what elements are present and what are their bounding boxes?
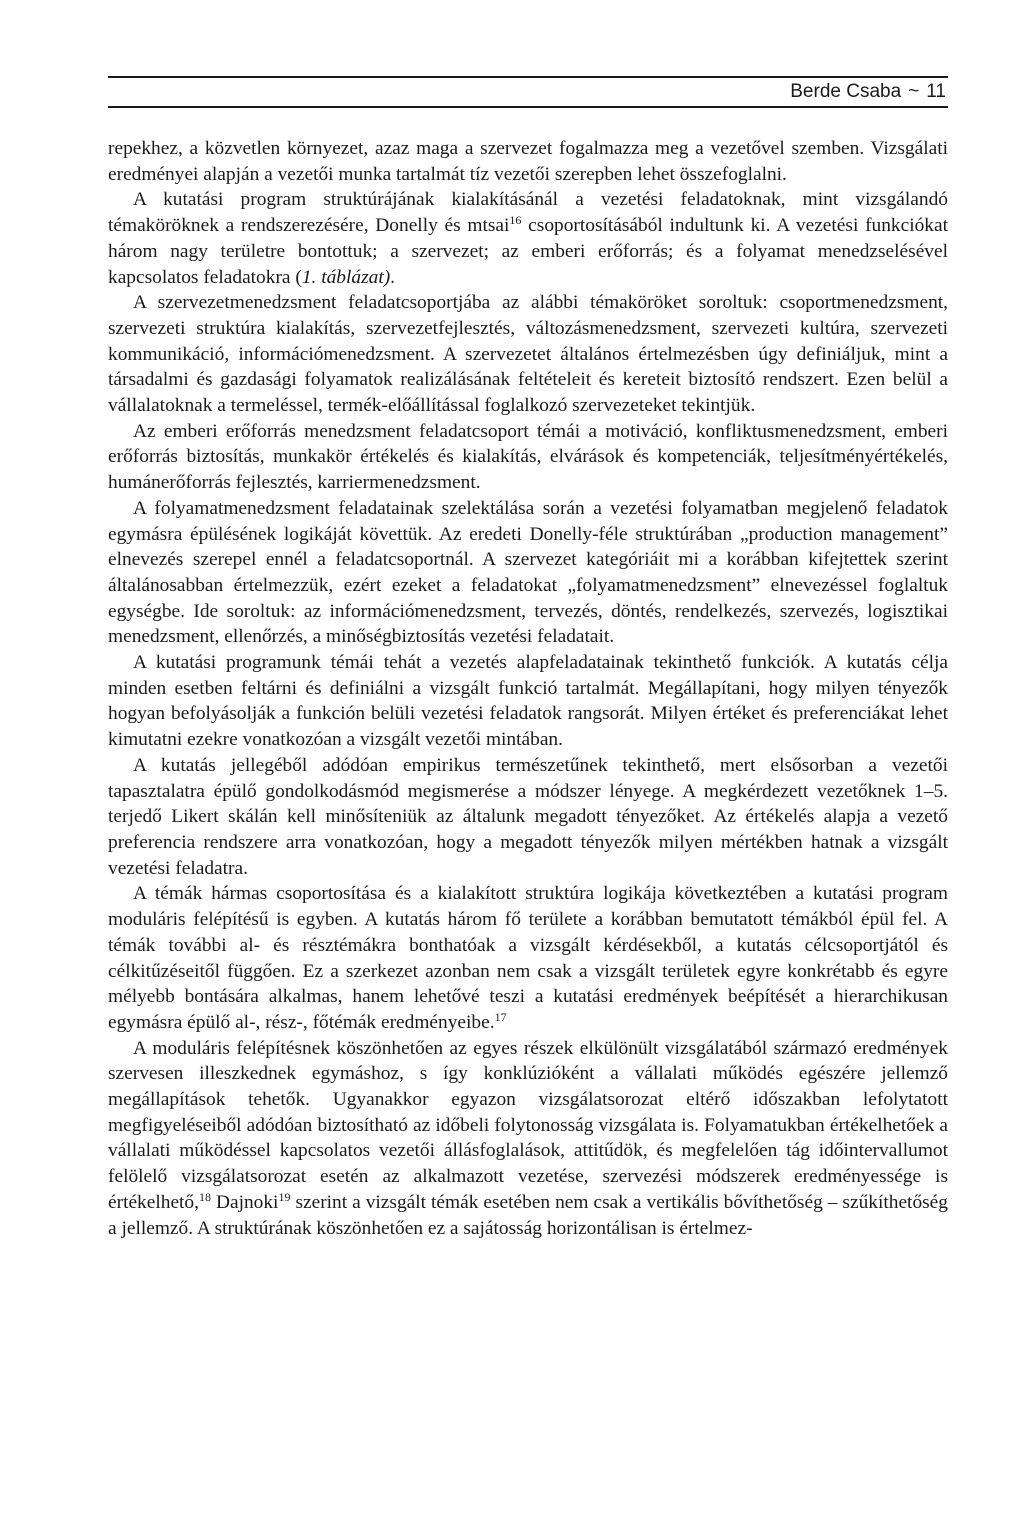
paragraph <box>108 496 948 650</box>
paragraph <box>108 136 948 187</box>
paragraph <box>108 419 948 496</box>
footnote-ref: 19 <box>278 1189 291 1204</box>
paragraph <box>108 290 948 419</box>
body-text <box>108 136 948 1241</box>
header-rule-bottom <box>108 106 948 108</box>
paragraph <box>108 650 948 753</box>
text-run: szerint a vizsgált témák esetében nem csak a vertikális bővíthetőség – szűkíthetőség a jellemző. A struktúrának köszönhetően ez a sajátosság horizontálisan is értelmez- <box>108 1191 948 1239</box>
running-header <box>790 80 946 104</box>
text-run: A kutatási programunk témái tehát a vezetés alapfeladatainak tekinthető funkciók. A kutatás célja minden esetben feltárni és definiálni a vizsgált funkció tartalmát. Megállapítani, hogy milyen tényezők hogyan befolyásolják a funkción belüli vezetési feladatok rangsorát. Milyen értéket és preferenciákat lehet kimutatni ezekre vonatkozóan a vizsgált vezetői mintában. <box>108 652 948 751</box>
header-rule-top <box>108 76 948 78</box>
paragraph <box>108 1036 948 1242</box>
paragraph <box>108 881 948 1035</box>
paragraph <box>108 187 948 290</box>
text-run: A kutatási program struktúrájának kialakításánál a vezetési feladatoknak, mint vizsgálandó témaköröknek a rendszerezésére, Donelly és mtsai <box>108 189 948 237</box>
footnote-ref: 17 <box>494 1009 507 1024</box>
footnote-ref: 16 <box>509 213 522 228</box>
table-reference: 1. táblázat) <box>301 266 391 288</box>
text-run: repekhez, a közvetlen környezet, azaz maga a szervezet fogalmazza meg a vezetővel szemben. Vizsgálati eredményei alapján a vezetői munka tartalmát tíz vezetői szerepben lehet összefoglalni. <box>108 138 948 185</box>
page-number: 11 <box>926 81 946 102</box>
header-author: Berde Csaba <box>790 81 902 102</box>
text-run: A témák hármas csoportosítása és a kialakított struktúra logikája következtében a kutatási program moduláris felépítésű is egyben. A kutatás három fő területe a korábban bemutatott témákból épül fel. A témák további al- és résztémákra bonthatóak a vizsgált kérdésekből, a kutatás célcsoportjától és célkitűzéseitől függően. Ez a szerkezet azonban nem csak a vizsgált területek egyre konkrétabb és egyre mélyebb bontására alkalmas, hanem lehetővé teszi a kutatási eredmények beépítését a hierarchikusan egymásra épülő al-, rész-, főtémák eredményeibe. <box>108 883 948 1033</box>
paragraph <box>108 753 948 882</box>
text-run: csoportosításából indultunk ki. A vezetési funkciókat három nagy területre bontottuk; a szervezet; az emberi erőforrás; és a folyamat menedzselésével kapcsolatos feladatokra ( <box>108 215 948 288</box>
text-run: Dajnoki <box>210 1191 279 1213</box>
header-separator: ~ <box>908 81 920 102</box>
text-run: A moduláris felépítésnek köszönhetően az egyes részek elkülönült vizsgálatából származó eredmények szervesen illeszkednek egymáshoz, s így konklúzióként a vállalati működés egészére jellemző megállapítások tehetők. Ugyanakkor egyazon vizsgálatsorozat eltérő időszakban lefolytatott megfigyeléseiből adódóan biztosítható az időbeli folytonosság vizsgálata is. Folyamatukban értékelhetőek a vállalati működéssel kapcsolatos vezetői állásfoglalások, attitűdök, és megfelelően tág időintervallumot felölelő vizsgálatsorozat esetén az alkalmazott vezetése, szervezési módszerek eredményessége is értékelhető, <box>108 1037 948 1213</box>
text-run: . <box>390 266 396 288</box>
text-run: A folyamatmenedzsment feladatainak szelektálása során a vezetési folyamatban megjelenő feladatok egymásra épülésének logikáját követtük. Az eredeti Donelly-féle struktúrában „production management” elnevezés szerepel ennél a feladatcsoportnál. A szervezet kategóriáit mi a korábban kifejtettek szerint általánosabban értelmezzük, ezért ezeket a feladatokat „folyamatmenedzsment” elnevezéssel foglaltuk egységbe. Ide soroltuk: az információmenedzsment, tervezés, döntés, rendelkezés, szervezés, logisztikai menedzsment, ellenőrzés, a minőségbiztosítás vezetési feladatait. <box>108 497 948 648</box>
text-run: Az emberi erőforrás menedzsment feladatcsoport témái a motiváció, konfliktusmenedzsment, emberi erőforrás biztosítás, munkakör értékelés és kialakítás, elvárások és kompetenciák, teljesítményértékelés, humánerőforrás fejlesztés, karriermenedzsment. <box>108 420 948 494</box>
footnote-ref: 18 <box>198 1189 211 1204</box>
text-run: A szervezetmenedzsment feladatcsoportjába az alábbi témaköröket soroltuk: csoportmenedzsment, szervezeti struktúra kialakítás, szervezetfejlesztés, változásmenedzsment, szervezeti kultúra, szervezeti kommunikáció, információmenedzsment. A szervezetet általános értelmezésben úgy definiáljuk, mint a társadalmi és gazdasági folyamatok realizálásának feltételeit és kereteit biztosító rendszert. Ezen belül a vállalatoknak a termeléssel, termék-előállítással foglalkozó szervezeteket tekintjük. <box>108 292 948 417</box>
text-run: A kutatás jellegéből adódóan empirikus természetűnek tekinthető, mert elsősorban a vezetői tapasztalatra épülő gondolkodásmód megismerése a módszer lényege. A megkérdezett vezetőknek 1–5. terjedő Likert skálán kell minősíteniük az általunk megadott tényezőket. Az értékelés alapja a vezető preferencia rendszere arra vonatkozóan, hogy a megadott tényezők milyen mértékben hatnak a vizsgált vezetési feladatra. <box>108 754 948 879</box>
